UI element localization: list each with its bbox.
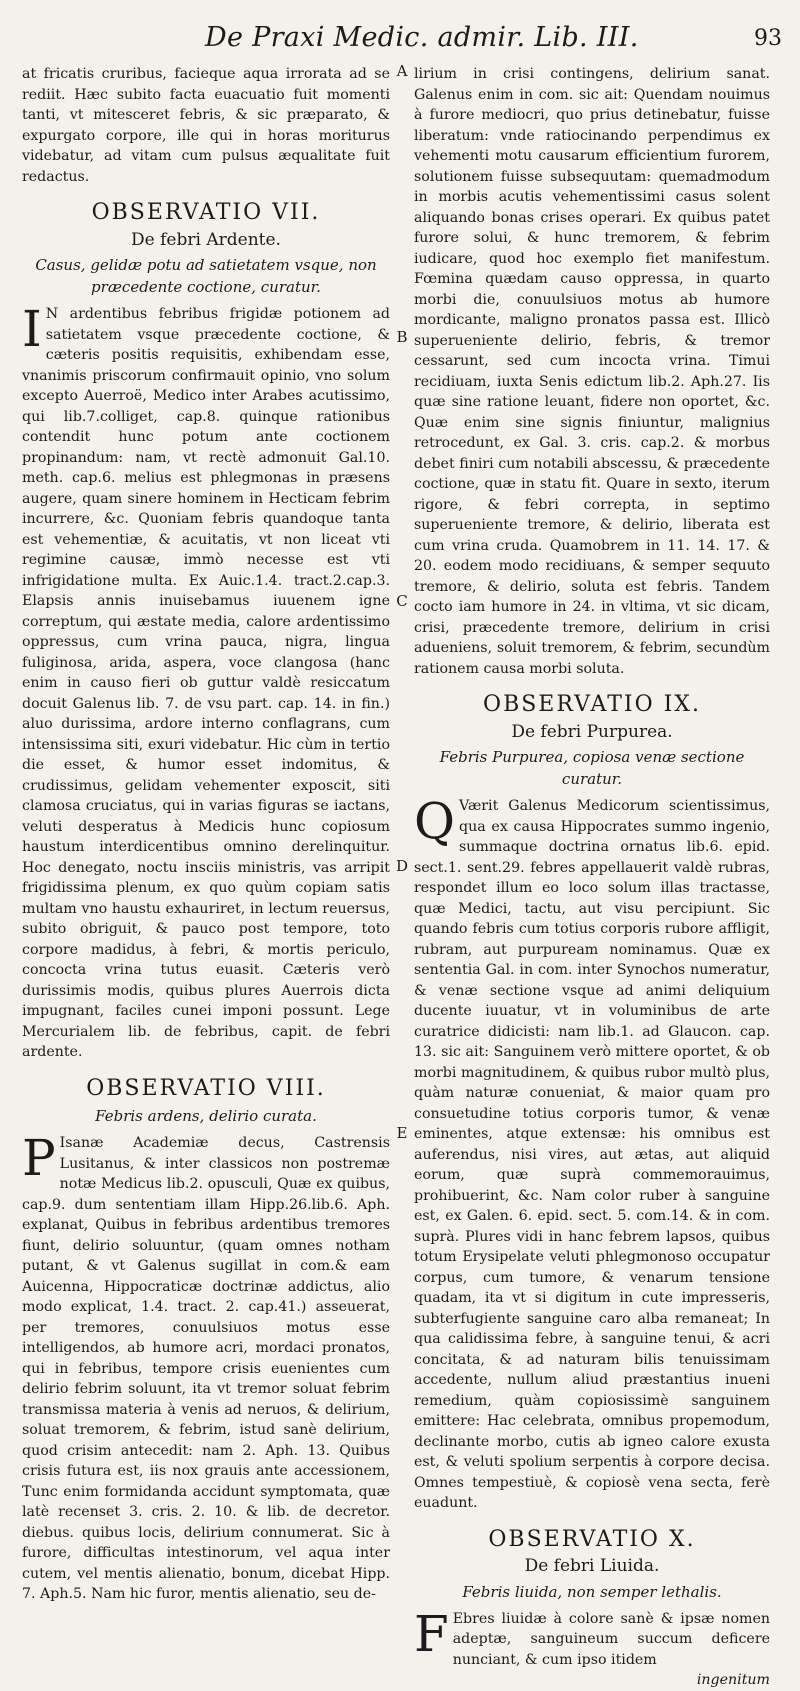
drop-cap: F [414,1604,449,1663]
observation-9-title: OBSERVATIO IX. [483,692,701,717]
catchword-text: ingenitum [696,1672,770,1688]
observation-7-title: OBSERVATIO VII. [91,200,321,225]
drop-cap: I [22,300,42,358]
observation-9-body [414,792,770,1514]
observation-8-text: Isanæ Academiæ decus, Castrensis Lusitanus, & inter classicos non postremæ notæ Medicus lib.2. opusculi, Quæ ex quibus, cap.9. dum sententiam illam Hipp.26.lib.6. Aph. explanat, Quibus in febribus ardentibus tremores fiunt, delirio soluuntur, (quam omnes notham putant, & vt Galenus sugillat in com.& eam Auicenna, Hippocraticæ doctrinæ addictus, alio modo explicat, 1.4. tract. 2. cap.41.) asseuerat, per tremores, conuulsiuos motus esse intelligendos, ab humore acri, mordaci pronatos, qui in febribus, tempore crisis euenientes cum delirio febrim soluunt, ita vt tremor soluat febrim transmissa materia à venis ad neruos, & delirium, soluat tremorem, & febrim, istud sanè delirium, quod crisim antecedit: nam 2. Aph. 13. Quibus crisis futura est, iis nox grauis ante accessionem, Tunc enim formidanda accidunt symptomata, quæ latè recenset 3. cris. 2. 10. & lib. de decretor. diebus. quibus locis, delirium connumerat. Sic à furore, difficultas intestinorum, vel aqua inter cutem, vel mentis alienatio, bonum, dicebat Hipp. 7. Aph.5. Nam hic furor, mentis alienatio, seu de- [22,1135,390,1602]
observation-10-summary: Febris liuida, non semper lethalis. [462,1582,722,1601]
observation-7-summary: Casus, gelidæ potu ad satietatem vsque, non præcedente coctione, curatur. [35,256,377,296]
drop-cap: P [22,1129,56,1187]
observation-8-body [22,1129,390,1605]
observation-7-text: N ardentibus febribus frigidæ potionem ad satietatem vsque præcedente coctione, & cæteris positis requisitis, exhibendam esse, vnanimis priscorum confirmauit opinio, vno solum excepto Auerroë, Medico inter Arabes acutissimo, qui lib.7.colliget, cap.8. quinque rationibus contendit hunc potum ante coctionem propinandum: nam, vt rectè admonuit Gal.10. meth. cap.6. melius est phlegmonas in præsens augere, quam sinere hominem in Hecticam febrim incurrere, &c. Quoniam febris quandoque tanta est vehementiæ, & acuitatis, vt non liceat vti regimine causæ, immò necesse est vti infrigidatione multa. Ex Auic.1.4. tract.2.cap.3. Elapsis annis inuisebamus iuuenem igne correptum, qui æstate media, calore ardentissimo oppressus, cum vrina pauca, nigra, lingua fuliginosa, arida, aspera, voce clangosa (hanc enim in causo fieri ob guttur valdè resiccatum docuit Galenus lib. 7. de vsu part. cap. 14. in fin.) aluo durissima, ardore interno conflagrans, cum intensissima siti, exuri videbatur. Hic cùm in tertio die esset, & humor esset indomitus, & crudissimus, gelidam vehementer exposcit, siti clamosa cruciatus, qui in varias figuras se iactans, veluti desperatus à Medicis hunc copiosum haustum interdicentibus omnino derelinquitur. Hoc denegato, noctu insciis ministris, vas arripit frigidissima plenum, ex quo quùm copiam satis multam vno haustu exhauriret, in lectum reuersus, subito obriguit, & pauco post tempore, toto corpore madidus, à febri, & mortis periculo, concocta vrina tutus euasit. Cæteris verò durissimis modis, quibus plures Auerrois dicta impugnant, faciles cunei imponi possunt. Lege Mercurialem lib. de febribus, capit. de febri ardente. [22,306,390,1060]
observation-8-title: OBSERVATIO VIII. [86,1075,326,1101]
catchword [414,1670,770,1691]
observation-10-text: Ebres liuidæ à colore sanè & ipsæ nomen adeptæ, sanguineum succum deficere nunciant, & cum ipso itidem [452,1610,770,1668]
running-title: De Praxi Medic. admir. Lib. III. [205,22,639,53]
drop-cap: Q [414,792,455,850]
observation-10-subhead: De febri Liuida. [524,1556,660,1576]
margin-letter-d: D [395,857,409,875]
margin-letter-c: C [396,592,408,610]
margin-letter-b: B [396,328,408,346]
margin-letters [390,0,414,1473]
continuation-paragraph: lirium in crisi contingens, delirium sanat. Galenus enim in com. sic ait: Quendam nouimus à furore mediocri, quo prius detinebatur, fuisse liberatum: vnde ratiocinando perpendimus ex vehementi motu causarum efficientium furorem, solutionem fuisse subsequutam: quemadmodum in morbis acutis vehementissimi casus solent aliquando bonas crises operari. Ex quibus patet furore solui, & hunc tremorem, & febrim iudicare, quod hoc exemplo fiet manifestum. Fœmina quædam causo oppressa, in quarto morbi die, conuulsiuos motus ab humore mordicante, maligno pronatos passa est. Illicò superueniente delirio, febris, & tremor cessarunt, sed cum incocta vrina. Timui recidiuam, iuxta Senis edictum lib.2. Aph.27. Iis quæ sine ratione leuant, fidere non oportet, &c. Quæ enim sine signis finiuntur, malignius retrocedunt, ex Gal. 3. cris. cap.2. & morbus debet finiri cum notabili abscessu, & præcedente coctione, quæ in statu fit. Quare in sexto, iterum rigore, & febri correpta, in septimo superueniente tremore, & delirio, liberata est cum vrina cruda. Quamobrem in 11. 14. 17. & 20. eodem modo recidiuans, & semper sequuto tremore, & delirio, soluta est febris. Tandem cocto iam humore in 24. in vltima, vt sic dicam, crisi, præcedente tremore, delirium in crisi adueniens, soluit tremorem, & febrim, secundùm rationem causa morbi soluta. [414,66,770,677]
observation-9-text: Værit Galenus Medicorum scientissimus, qua ex causa Hippocrates summo ingenio, summaque doctrina ornatus lib.6. epid. sect.1. sent.29. febres appellauerit valdè rubras, respondet illum eo loco solum illas tractasse, quæ Medici, tactu, aut visu percipiunt. Sic quando febris cum totius corporis rubore affligit, rubram, aut purpuream nominamus. Quæ ex sententia Gal. in com. inter Synochos numeratur, & venæ sectione vsque ad animi deliquium ducente iuuatur, vt in voluminibus de arte curatrice didicisti: nam lib.1. ad Glaucon. cap. 13. sic ait: Sanguinem verò mittere oportet, & ob morbi magnitudinem, & quibus rubor multò plus, quàm naturæ conueniat, & maior quam pro consuetudine totius corporis tumor, & venæ eminentes, atque extensæ: his omnibus est auferendus, nisi vires, aut ætas, aut aliquid eorum, quæ suprà commemorauimus, prohibuerint, &c. Nam color ruber à sanguine est, ex Galen. 6. epid. sect. 5. com.14. & in com. suprà. Plures vidi in hanc febrem lapsos, quibus totum Erysipelate veluti phlegmonoso occupatur corpus, cum tumore, & venarum tensione quadam, ita vt si digitum in cute impresseris, subterfugiente sanguine caro alba remaneat; In qua calidissima febre, à sanguine tenui, & acri concitata, & ad naturam bilis tenuissimam accedente, nullum aliud præstantius inueni remedium, quàm copiosissimè sanguinem emittere: Hac celebrata, omnibus propemodum, declinante morbo, cutis ab igneo calore exusta est, & veluti spolium serpentis à corpore decisa. Omnes tempestiuè, & copiosè vena secta, ferè euadunt. [414,798,770,1511]
observation-7-body [22,300,390,1063]
observation-9-subhead: De febri Purpurea. [511,721,673,742]
margin-letter-a: A [396,62,408,80]
right-column [414,64,770,1691]
observation-10-title: OBSERVATIO X. [488,1526,696,1552]
observation-10-body [414,1604,770,1671]
page-number: 93 [754,26,782,51]
observation-9-summary: Febris Purpurea, copiosa venæ sectione curatur. [439,748,745,788]
observation-7-subhead: De febri Ardente. [131,229,281,250]
observation-8-summary: Febris ardens, delirio curata. [95,1107,317,1125]
left-column [22,64,390,1605]
intro-paragraph: at fricatis cruribus, facieque aqua irrorata ad se rediit. Hæc subito facta euacuatio fuit momenti tanti, vt mitesceret febris, & sic præparato, & expurgato corpore, ille qui in horas moriturus videbatur, ad vitam cum pulsus æqualitate fuit redactus. [22,66,390,185]
margin-letter-e: E [396,1124,408,1142]
